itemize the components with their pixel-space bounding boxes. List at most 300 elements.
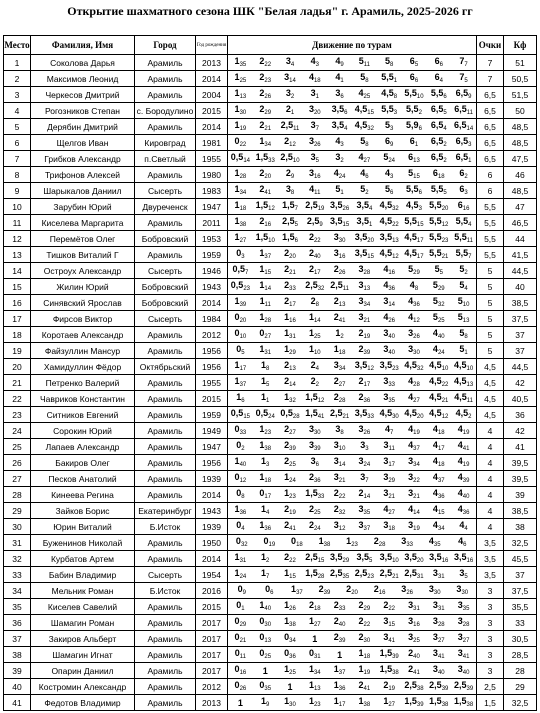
place-cell: 17 [4, 311, 31, 327]
round-result: $5_8$ [385, 55, 394, 68]
round-result: 127 [383, 695, 396, 708]
rounds-progress [228, 216, 476, 230]
round-result: $2_{32}$ [333, 503, 346, 516]
rounds-progress [228, 440, 476, 454]
rounds-progress [228, 328, 476, 342]
round-result: $1_{31}$ [234, 551, 247, 564]
city-cell: Арамиль [135, 679, 196, 695]
round-result: $3_{34}$ [333, 359, 346, 372]
points-cell: 5,5 [477, 247, 504, 263]
round-result: 220 [346, 583, 358, 596]
round-result: $0_5$ [236, 343, 245, 356]
round-result: $3,5_{29}$ [329, 551, 350, 564]
city-cell: Арамиль [135, 439, 196, 455]
round-result: $3_{29}$ [383, 471, 396, 484]
round-result: $5,5_6$ [430, 87, 447, 100]
year-cell: 1939 [196, 519, 228, 535]
round-result: $4,5_{10}$ [429, 359, 449, 372]
table-row [4, 231, 537, 247]
round-result: $5,5_{21}$ [429, 247, 449, 260]
place-cell: 32 [4, 551, 31, 567]
name-cell: Тишков Виталий Г [31, 247, 135, 263]
coef-cell: 44,5 [504, 359, 537, 375]
name-cell: Кинеева Регина [31, 487, 135, 503]
table-row [4, 647, 537, 663]
round-result: $1_{32}$ [284, 391, 296, 404]
round-result: 2,521 [379, 567, 399, 580]
rounds-progress [228, 344, 476, 358]
round-result: $1_{30}$ [234, 103, 247, 116]
rounds-cell [228, 535, 477, 551]
round-result: 016 [234, 663, 247, 676]
round-result: $1_{25}$ [234, 71, 247, 84]
table-row [4, 551, 537, 567]
rounds-progress [228, 72, 476, 86]
city-cell: Арамиль [135, 471, 196, 487]
round-result: $1_{17}$ [234, 359, 247, 372]
round-result: $0_3$ [236, 247, 245, 260]
name-cell: Рогозников Степан [31, 103, 135, 119]
round-result: $1_{35}$ [234, 55, 247, 68]
city-cell: Арамиль [135, 631, 196, 647]
round-result: $3,5_{23}$ [379, 359, 399, 372]
round-result: 1,539 [404, 695, 424, 708]
round-result: $3_{30}$ [308, 423, 321, 436]
city-cell: с. Бородулино [135, 103, 196, 119]
year-cell: 2014 [196, 487, 228, 503]
city-cell: Арамиль [135, 487, 196, 503]
round-result: 124 [234, 567, 247, 580]
coef-cell: 47,5 [504, 151, 537, 167]
round-result: $1_{28}$ [234, 167, 247, 180]
col-header-points: Очки [477, 36, 504, 55]
rounds-cell [228, 599, 477, 615]
name-cell: Опарин Даниил [31, 663, 135, 679]
rounds-cell [228, 487, 477, 503]
year-cell: 1956 [196, 455, 228, 471]
round-result: $5,5_2$ [406, 103, 422, 116]
round-result: $3_{37}$ [358, 519, 371, 532]
place-cell: 35 [4, 599, 31, 615]
round-result: $5_3$ [385, 119, 394, 132]
year-cell: 2014 [196, 119, 228, 135]
coef-cell: 44,5 [504, 263, 537, 279]
rounds-progress [228, 168, 476, 182]
round-result: $3_{14}$ [333, 455, 346, 468]
round-result: $3_{10}$ [333, 439, 346, 452]
round-result: $5_8$ [360, 135, 369, 148]
rounds-progress [228, 536, 476, 550]
name-cell: Киселева Маргарита [31, 215, 135, 231]
place-cell: 21 [4, 375, 31, 391]
place-cell: 16 [4, 295, 31, 311]
rounds-cell [228, 55, 477, 71]
points-cell: 4 [477, 423, 504, 439]
round-result: $4_7$ [385, 423, 394, 436]
round-result: 1,538 [429, 695, 449, 708]
round-result: $3,5_{20}$ [354, 231, 374, 244]
table-row [4, 199, 537, 215]
coef-cell: 51,5 [504, 87, 537, 103]
table-row [4, 503, 537, 519]
table-row [4, 119, 537, 135]
round-result: $4,5_{22}$ [429, 375, 449, 388]
round-result: $3_7$ [310, 119, 319, 132]
round-result: $2_{36}$ [358, 391, 371, 404]
rounds-cell [228, 311, 477, 327]
place-cell: 11 [4, 215, 31, 231]
rounds-progress [228, 472, 476, 486]
coef-cell: 48,5 [504, 135, 537, 151]
city-cell: Арамиль [135, 247, 196, 263]
coef-cell: 39,5 [504, 455, 537, 471]
round-result: $3_{30}$ [333, 231, 346, 244]
round-result: 326 [401, 583, 413, 596]
round-result: 035 [259, 679, 272, 692]
round-result: $0_{19}$ [263, 535, 276, 548]
round-result: 222 [383, 599, 396, 612]
rounds-cell [228, 279, 477, 295]
round-result: 35 [459, 567, 468, 580]
name-cell: Шамагин Роман [31, 615, 135, 631]
coef-cell: 38,5 [504, 295, 537, 311]
round-result: $2_{28}$ [333, 391, 346, 404]
rounds-cell [228, 615, 477, 631]
place-cell: 26 [4, 455, 31, 471]
round-result: $3,5_1$ [356, 215, 373, 228]
round-result: $1_{31}$ [284, 327, 296, 340]
round-result: $1_{34}$ [259, 135, 272, 148]
round-result: $3_{26}$ [358, 423, 371, 436]
round-result: $3_{34}$ [358, 295, 371, 308]
rounds-cell [228, 167, 477, 183]
table-row [4, 311, 537, 327]
round-result: 031 [308, 647, 321, 660]
round-result: $5,5_7$ [455, 247, 472, 260]
round-result: $4,5_{20}$ [404, 407, 424, 420]
name-cell: Хамидуллин Фёдор [31, 359, 135, 375]
round-result: $6,5_1$ [455, 151, 472, 164]
round-result: $2,5_9$ [306, 215, 323, 228]
round-result: $4_{40}$ [432, 327, 445, 340]
round-result: 025 [259, 647, 272, 660]
round-result: $3_1$ [310, 87, 319, 100]
round-result: $4,5_{10}$ [453, 359, 474, 372]
points-cell: 3 [477, 583, 504, 599]
round-result: $5_{32}$ [432, 295, 445, 308]
city-cell: Арамиль [135, 615, 196, 631]
round-result: $2_{21}$ [259, 119, 272, 132]
round-result: $5,5_{12}$ [429, 215, 449, 228]
round-result: $2,5_{19}$ [305, 199, 325, 212]
points-cell: 5,5 [477, 231, 504, 247]
city-cell: Арамиль [135, 391, 196, 407]
round-result: $1_{38}$ [259, 439, 272, 452]
rounds-cell [228, 631, 477, 647]
round-result: 113 [308, 679, 321, 692]
table-row [4, 583, 537, 599]
coef-cell: 46 [504, 167, 537, 183]
rounds-cell [228, 199, 477, 215]
table-row [4, 215, 537, 231]
round-result: $2_{13}$ [333, 295, 346, 308]
round-result: 138 [284, 615, 296, 628]
place-cell: 31 [4, 535, 31, 551]
round-result: 06 [265, 583, 274, 596]
round-result: $2,5_{21}$ [329, 407, 350, 420]
name-cell: Буженинов Николай [31, 535, 135, 551]
round-result: $4_{36}$ [457, 503, 470, 516]
year-cell: 2013 [196, 55, 228, 71]
round-result: 241 [358, 679, 371, 692]
points-cell: 3 [477, 663, 504, 679]
city-cell: Арамиль [135, 55, 196, 71]
round-result: 229 [358, 599, 371, 612]
city-cell: Арамиль [135, 87, 196, 103]
points-cell: 4 [477, 439, 504, 455]
round-result: 17 [261, 567, 270, 580]
name-cell: Фирсов Виктор [31, 311, 135, 327]
round-result: $4_1$ [335, 71, 344, 84]
round-result: $2_{41}$ [333, 311, 346, 324]
round-result: 1,538 [453, 695, 474, 708]
round-result: $2_4$ [310, 359, 319, 372]
coef-cell: 32,5 [504, 535, 537, 551]
city-cell: Б.Исток [135, 519, 196, 535]
round-result: $5,9_6$ [406, 119, 422, 132]
year-cell: 2017 [196, 663, 228, 679]
coef-cell: 51 [504, 55, 537, 71]
place-cell: 30 [4, 519, 31, 535]
round-result: $7_5$ [459, 71, 468, 84]
rounds-progress [228, 456, 476, 470]
round-result: 021 [234, 631, 247, 644]
rounds-progress [228, 88, 476, 102]
points-cell: 4 [477, 487, 504, 503]
rounds-progress [228, 520, 476, 534]
round-result: $4_{36}$ [432, 487, 445, 500]
round-result: $2_{28}$ [373, 535, 386, 548]
place-cell: 23 [4, 407, 31, 423]
round-result: $3_{21}$ [333, 471, 346, 484]
round-result: 328 [457, 615, 470, 628]
points-cell: 5,5 [477, 199, 504, 215]
round-result: 127 [308, 615, 321, 628]
round-result: 331 [408, 599, 420, 612]
round-result: $3_{19}$ [408, 519, 420, 532]
year-cell: 1981 [196, 135, 228, 151]
place-cell: 19 [4, 343, 31, 359]
round-result: $5_{11}$ [358, 55, 370, 68]
place-cell: 14 [4, 263, 31, 279]
round-result: $3,5_{26}$ [329, 199, 350, 212]
round-result: $3_{34}$ [408, 455, 420, 468]
rounds-progress [228, 152, 476, 166]
round-result: 138 [358, 695, 371, 708]
round-result: 2,531 [404, 567, 424, 580]
place-cell: 22 [4, 391, 31, 407]
name-cell: Сорокин Юрий [31, 423, 135, 439]
round-result: $1_{34}$ [234, 183, 247, 196]
round-result: $0_{27}$ [259, 327, 272, 340]
round-result: $5,5_5$ [430, 183, 447, 196]
table-row [4, 567, 537, 583]
place-cell: 9 [4, 183, 31, 199]
year-cell: 2015 [196, 391, 228, 407]
round-result: $4_3$ [310, 55, 319, 68]
round-result: $0_{18}$ [291, 535, 303, 548]
round-result: $5_5$ [434, 263, 443, 276]
round-result: $4_6$ [360, 167, 369, 180]
coef-cell: 28 [504, 663, 537, 679]
round-result: 026 [234, 679, 247, 692]
round-result: $1_{15}$ [259, 263, 272, 276]
points-cell: 4,5 [477, 407, 504, 423]
round-result: 1 [237, 697, 243, 708]
rounds-progress [228, 696, 476, 710]
city-cell: Арамиль [135, 375, 196, 391]
points-cell: 7 [477, 55, 504, 71]
round-result: $3,5_{13}$ [379, 231, 399, 244]
table-row [4, 343, 537, 359]
round-result: $1_6$ [236, 391, 245, 404]
round-result: $1_1$ [261, 391, 270, 404]
round-result: $5,5_{11}$ [454, 231, 473, 244]
round-result: 1,538 [379, 663, 399, 676]
round-result: $2_{39}$ [358, 343, 371, 356]
round-result: $2_{14}$ [284, 375, 296, 388]
points-cell: 5 [477, 327, 504, 343]
round-result: $1_{23}$ [346, 535, 358, 548]
round-result: $1_8$ [261, 359, 270, 372]
round-result: $5,5_{10}$ [404, 87, 424, 100]
table-row [4, 407, 537, 423]
round-result: $3_{33}$ [401, 535, 413, 548]
rounds-cell [228, 503, 477, 519]
year-cell: 1955 [196, 151, 228, 167]
rounds-cell [228, 343, 477, 359]
round-result: $1_{37}$ [234, 375, 247, 388]
rounds-progress [228, 664, 476, 678]
round-result: $4,5_{13}$ [453, 375, 474, 388]
place-cell: 5 [4, 119, 31, 135]
round-result: $1_{13}$ [234, 87, 247, 100]
year-cell: 2014 [196, 295, 228, 311]
rounds-progress [228, 680, 476, 694]
table-row [4, 695, 537, 711]
rounds-cell [228, 679, 477, 695]
coef-cell: 29 [504, 679, 537, 695]
year-cell: 2017 [196, 631, 228, 647]
table-row [4, 87, 537, 103]
rounds-cell [228, 135, 477, 151]
round-result: $3_{20}$ [308, 103, 321, 116]
round-result: $6_2$ [459, 167, 468, 180]
round-result: 239 [333, 631, 346, 644]
rounds-progress [228, 200, 476, 214]
round-result: $0_2$ [236, 439, 245, 452]
points-cell: 4,5 [477, 391, 504, 407]
round-result: $3_3$ [360, 439, 369, 452]
round-result: $3,5_{12}$ [354, 359, 374, 372]
round-result: $2_{19}$ [358, 327, 371, 340]
round-result: $4_{14}$ [408, 503, 420, 516]
round-result: 340 [432, 663, 445, 676]
coef-cell: 37,5 [504, 311, 537, 327]
round-result: 330 [428, 583, 441, 596]
round-result: $4_{24}$ [333, 167, 346, 180]
place-cell: 13 [4, 247, 31, 263]
place-cell: 36 [4, 615, 31, 631]
round-result: $5,5_{23}$ [429, 231, 449, 244]
round-result: 331 [432, 567, 445, 580]
round-result: 1,528 [305, 567, 325, 580]
points-cell: 6,5 [477, 151, 504, 167]
round-result: $1,5_6$ [282, 231, 298, 244]
coef-cell: 37 [504, 343, 537, 359]
round-result: $3_4$ [285, 55, 295, 68]
rounds-progress [228, 232, 476, 246]
name-cell: Зарубин Юрий [31, 199, 135, 215]
name-cell: Мельник Роман [31, 583, 135, 599]
name-cell: Бакиров Олег [31, 455, 135, 471]
round-result: $5_6$ [385, 183, 394, 196]
city-cell: Екатеринбург [135, 503, 196, 519]
round-result: $4_{15}$ [432, 503, 445, 516]
round-result: $2_{40}$ [308, 247, 321, 260]
city-cell: Арамиль [135, 215, 196, 231]
points-cell: 3,5 [477, 551, 504, 567]
place-cell: 24 [4, 423, 31, 439]
round-result: $2_{41}$ [284, 519, 296, 532]
round-result: $2,5_{15}$ [305, 551, 325, 564]
round-result: $3_{40}$ [383, 343, 396, 356]
rounds-cell [228, 391, 477, 407]
table-row [4, 263, 537, 279]
round-result: $4_{36}$ [383, 279, 396, 292]
coef-cell: 44 [504, 231, 537, 247]
city-cell: Кировград [135, 135, 196, 151]
round-result: $1_{11}$ [259, 295, 271, 308]
round-result: $4_{11}$ [309, 183, 321, 196]
city-cell: Арамиль [135, 407, 196, 423]
points-cell: 6,5 [477, 87, 504, 103]
points-cell: 4,5 [477, 375, 504, 391]
round-result: 327 [457, 631, 470, 644]
name-cell: Остроух Александр [31, 263, 135, 279]
round-result: $3_{39}$ [308, 439, 321, 452]
round-result: $4,5_{32}$ [354, 119, 374, 132]
rounds-progress [228, 184, 476, 198]
year-cell: 2015 [196, 103, 228, 119]
table-row [4, 615, 537, 631]
year-cell: 2012 [196, 679, 228, 695]
round-result: $1_4$ [261, 503, 270, 516]
round-result: $6_5$ [409, 55, 419, 68]
table-row [4, 279, 537, 295]
round-result: $2_{12}$ [284, 135, 296, 148]
round-result: $2_{17}$ [284, 295, 296, 308]
round-result: $4,5_{15}$ [354, 103, 374, 116]
rounds-cell [228, 263, 477, 279]
name-cell: Коротаев Александр [31, 327, 135, 343]
round-result: $3_{22}$ [408, 471, 420, 484]
round-result: $4_{26}$ [383, 311, 396, 324]
table-row [4, 487, 537, 503]
rounds-progress [228, 376, 476, 390]
round-result: $1_{23}$ [284, 487, 296, 500]
round-result: $3_{40}$ [383, 327, 396, 340]
